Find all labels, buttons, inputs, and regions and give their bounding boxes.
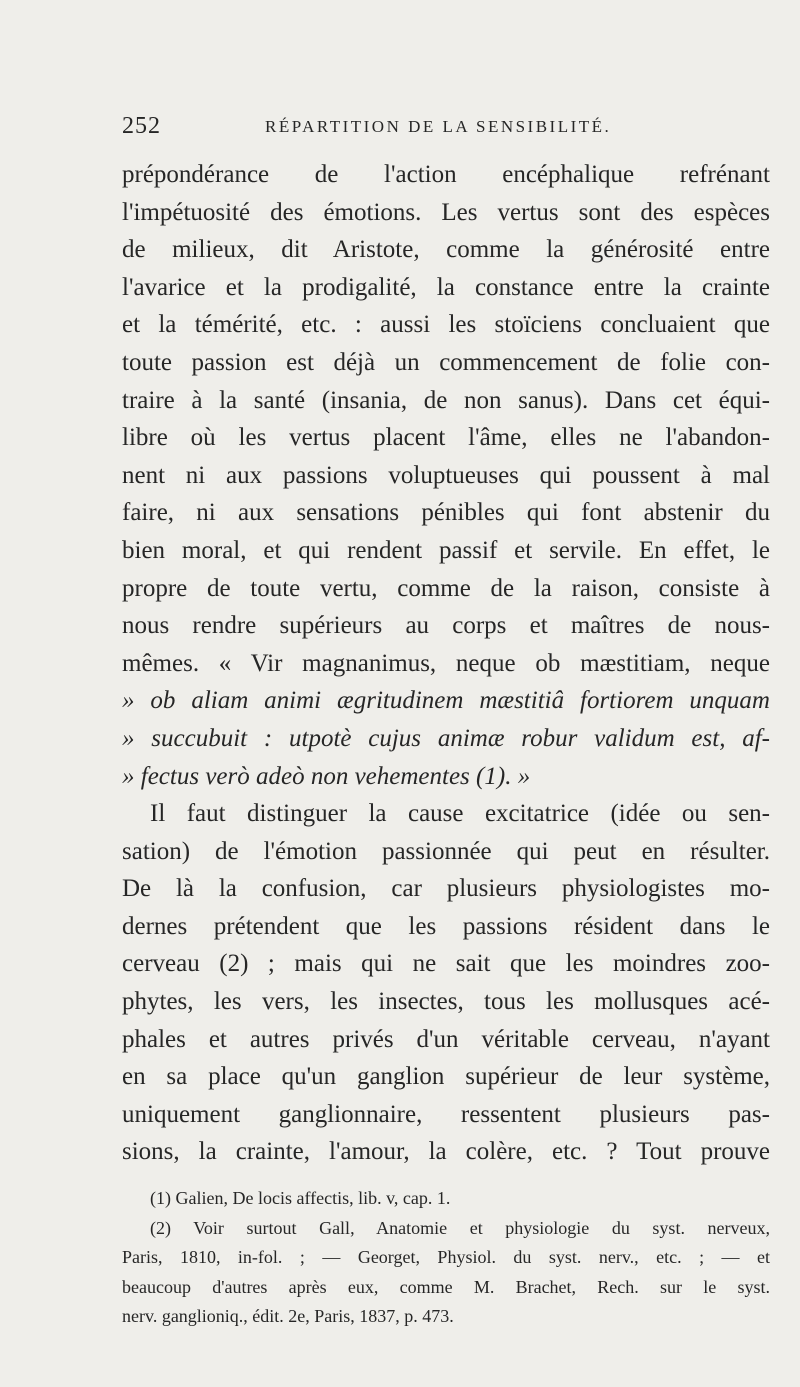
- text-line: bien moral, et qui rendent passif et servile. En effet, le: [122, 536, 770, 564]
- latin-quote-line: » fectus verò adeò non vehementes (1). »: [122, 762, 531, 790]
- text-line: sation) de l'émotion passionnée qui peut en résulter.: [122, 837, 770, 865]
- body-text: [122, 156, 770, 1171]
- text-line: nous rendre supérieurs au corps et maîtres de nous-: [122, 612, 770, 640]
- text-line: traire à la santé (insania, de non sanus). Dans cet équi-: [122, 386, 770, 414]
- text-line: et la témérité, etc. : aussi les stoïciens concluaient que: [122, 311, 770, 339]
- text-line: en sa place qu'un ganglion supérieur de leur système,: [122, 1063, 770, 1091]
- footnotes: [122, 1184, 770, 1332]
- text-line: nent ni aux passions voluptueuses qui poussent à mal: [122, 461, 770, 489]
- footnote-line: (2) Voir surtout Gall, Anatomie et physiologie du syst. nerveux,: [150, 1217, 770, 1238]
- running-title: RÉPARTITION DE LA SENSIBILITÉ.: [265, 117, 612, 136]
- latin-quote-line: » succubuit : utpotè cujus animæ robur validum est, af-: [122, 724, 770, 752]
- footnote-line: (1) Galien, De locis affectis, lib. v, cap. 1.: [150, 1188, 451, 1208]
- text-line: sions, la crainte, l'amour, la colère, etc. ? Tout prouve: [122, 1138, 770, 1166]
- text-line: propre de toute vertu, comme de la raison, consiste à: [122, 574, 770, 602]
- paragraph-start-line: Il faut distinguer la cause excitatrice (idée ou sen-: [150, 800, 770, 828]
- text-line: uniquement ganglionnaire, ressentent plusieurs pas-: [122, 1100, 770, 1128]
- page-number: 252: [122, 113, 161, 139]
- footnote-line: nerv. ganglioniq., édit. 2e, Paris, 1837, p. 473.: [122, 1306, 454, 1326]
- footnote-line: Paris, 1810, in-fol. ; — Georget, Physiol. du syst. nerv., etc. ; — et: [122, 1247, 770, 1267]
- text-line: mêmes. « Vir magnanimus, neque ob mæstitiam, neque: [122, 649, 770, 677]
- text-line: toute passion est déjà un commencement de folie con-: [122, 348, 770, 376]
- text-line: de milieux, dit Aristote, comme la générosité entre: [122, 236, 770, 264]
- text-line: cerveau (2) ; mais qui ne sait que les moindres zoo-: [122, 950, 770, 978]
- latin-quote-line: » ob aliam animi ægritudinem mæstitiâ fortiorem unquam: [122, 687, 770, 715]
- text-line: prépondérance de l'action encéphalique refrénant: [122, 161, 770, 188]
- text-line: libre où les vertus placent l'âme, elles ne l'abandon-: [122, 424, 770, 452]
- text-line: phytes, les vers, les insectes, tous les mollusques acé-: [122, 988, 770, 1016]
- footnote-line: beaucoup d'autres après eux, comme M. Brachet, Rech. sur le syst.: [122, 1276, 770, 1297]
- text-line: De là la confusion, car plusieurs physiologistes mo-: [122, 875, 770, 903]
- text-line: l'avarice et la prodigalité, la constance entre la crainte: [122, 273, 770, 301]
- text-line: faire, ni aux sensations pénibles qui font abstenir du: [122, 499, 770, 527]
- text-line: dernes prétendent que les passions résident dans le: [122, 912, 770, 940]
- text-line: l'impétuosité des émotions. Les vertus sont des espèces: [122, 198, 770, 226]
- text-line: phales et autres privés d'un véritable cerveau, n'ayant: [122, 1025, 770, 1053]
